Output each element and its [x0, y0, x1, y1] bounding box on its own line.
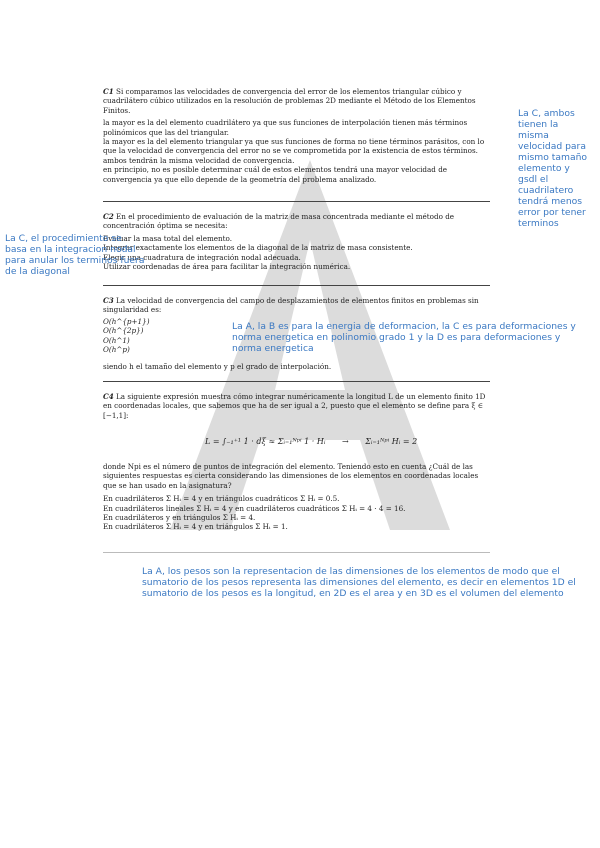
divider [103, 285, 490, 286]
option-a[interactable]: En cuadriláteros Σ Hᵢ = 4 y en triángulos cuadráticos Σ Hᵢ = 0.5. [103, 494, 340, 504]
option-d[interactable]: Utilizar coordenadas de área para facilitar la integración numérica. [103, 262, 351, 272]
divider [103, 552, 490, 553]
option-c[interactable]: O(h^1) [103, 335, 130, 345]
question-c2 [103, 212, 491, 271]
question-c4-body [103, 462, 491, 532]
option-b[interactable]: la mayor es la del elemento triangular ya que sus funciones de forma no tiene términos parásitos, con lo que la velocidad de convergencia del error no se ve comprometida por la existencia de estos términos. [103, 137, 485, 156]
question-stem: La velocidad de convergencia del campo de desplazamientos de elementos finitos en problemas sin singularidad es: [103, 296, 479, 315]
option-a[interactable]: la mayor es la del elemento cuadrilátero ya que sus funciones de interpolación tienen más términos polinómicos que las del triangular. [103, 118, 468, 137]
annotation-c4: La A, los pesos son la representacion de las dimensiones de los elementos de modo que el sumatorio de los pesos representa las dimensiones del elemento, es decir en elementos 1D el sumatorio de los pesos es la longitud, en 2D es el area y en 3D es el volumen del elemento [142, 566, 576, 599]
annotation-c1: La C, ambos tienen la misma velocidad para mismo tamaño elemento y gsdl el cuadrilatero tendrá menos error por tener terminos [518, 108, 588, 229]
divider [103, 381, 490, 382]
question-c1 [103, 87, 491, 184]
question-body: donde Npi es el número de puntos de integración del elemento. Teniendo esto en cuenta ¿Cuál de las siguientes respuestas es cierta considerando las dimensiones de los elementos en coordenadas locales que se han usado en la asignatura? [103, 462, 479, 490]
question-number: C3 [103, 296, 114, 305]
integration-formula [205, 437, 445, 446]
option-a[interactable]: O(h^{p+1}) [103, 316, 150, 326]
option-a[interactable]: Evaluar la masa total del elemento. [103, 233, 233, 243]
question-number: C4 [103, 392, 114, 401]
option-c[interactable]: ambos tendrán la misma velocidad de convergencia. [103, 155, 295, 165]
question-c4 [103, 392, 491, 420]
formula-arrow: → [342, 437, 349, 446]
question-tail: siendo h el tamaño del elemento y p el grado de interpolación. [103, 362, 332, 372]
option-d[interactable]: en principio, no es posible determinar cuál de estos elementos tendrá una mayor velocidad de convergencia ya que ello depende de la geometría del problema analizado. [103, 165, 448, 184]
option-c[interactable]: En cuadriláteros y en triángulos Σ Hᵢ = 4. [103, 513, 256, 523]
option-d[interactable]: En cuadriláteros Σ Hᵢ = 4 y en triángulos Σ Hᵢ = 1. [103, 522, 288, 532]
annotation-c2: La C, el procedimiento se basa en la integracion nodal para anular los terminos fuera de la diagonal [5, 233, 145, 277]
option-b[interactable]: Integrar exactamente los elementos de la diagonal de la matriz de masa consistente. [103, 243, 413, 253]
question-stem: En el procedimiento de evaluación de la matriz de masa concentrada mediante el método de concentración óptima se necesita: [103, 212, 455, 231]
option-c[interactable]: Elegir una cuadratura de integración nodal adecuada. [103, 252, 301, 262]
divider [103, 201, 490, 202]
formula-right: Σᵢ₌₁ᴺᵖⁱ Hᵢ = 2 [365, 437, 418, 446]
formula-left: L = ∫₋₁⁺¹ 1 · dξ ≈ Σᵢ₌₁ᴺᵖⁱ 1 · Hᵢ [205, 437, 326, 446]
annotation-c3: La A, la B es para la energia de deformacion, la C es para deformaciones y norma energetica en polinomio grado 1 y la D es para deformaciones y norma energetica [232, 321, 576, 354]
question-number: C1 [103, 87, 114, 96]
option-d[interactable]: O(h^p) [103, 345, 130, 355]
question-stem: La siguiente expresión muestra cómo integrar numéricamente la longitud L de un elemento finito 1D en coordenadas locales, que sabemos que ha de ser igual a 2, puesto que el elemento se define para ξ ∈ [−1,1]: [103, 392, 486, 420]
option-b[interactable]: O(h^{2p}) [103, 326, 144, 336]
option-b[interactable]: En cuadriláteros lineales Σ Hᵢ = 4 y en cuadriláteros cuadráticos Σ Hᵢ = 4 · 4 = 16. [103, 503, 406, 513]
question-number: C2 [103, 212, 114, 221]
question-stem: Si comparamos las velocidades de convergencia del error de los elementos triangular cúbico y cuadrilátero cúbico utilizados en la resolución de problemas 2D mediante el Método de los Elementos Finitos. [103, 87, 476, 115]
